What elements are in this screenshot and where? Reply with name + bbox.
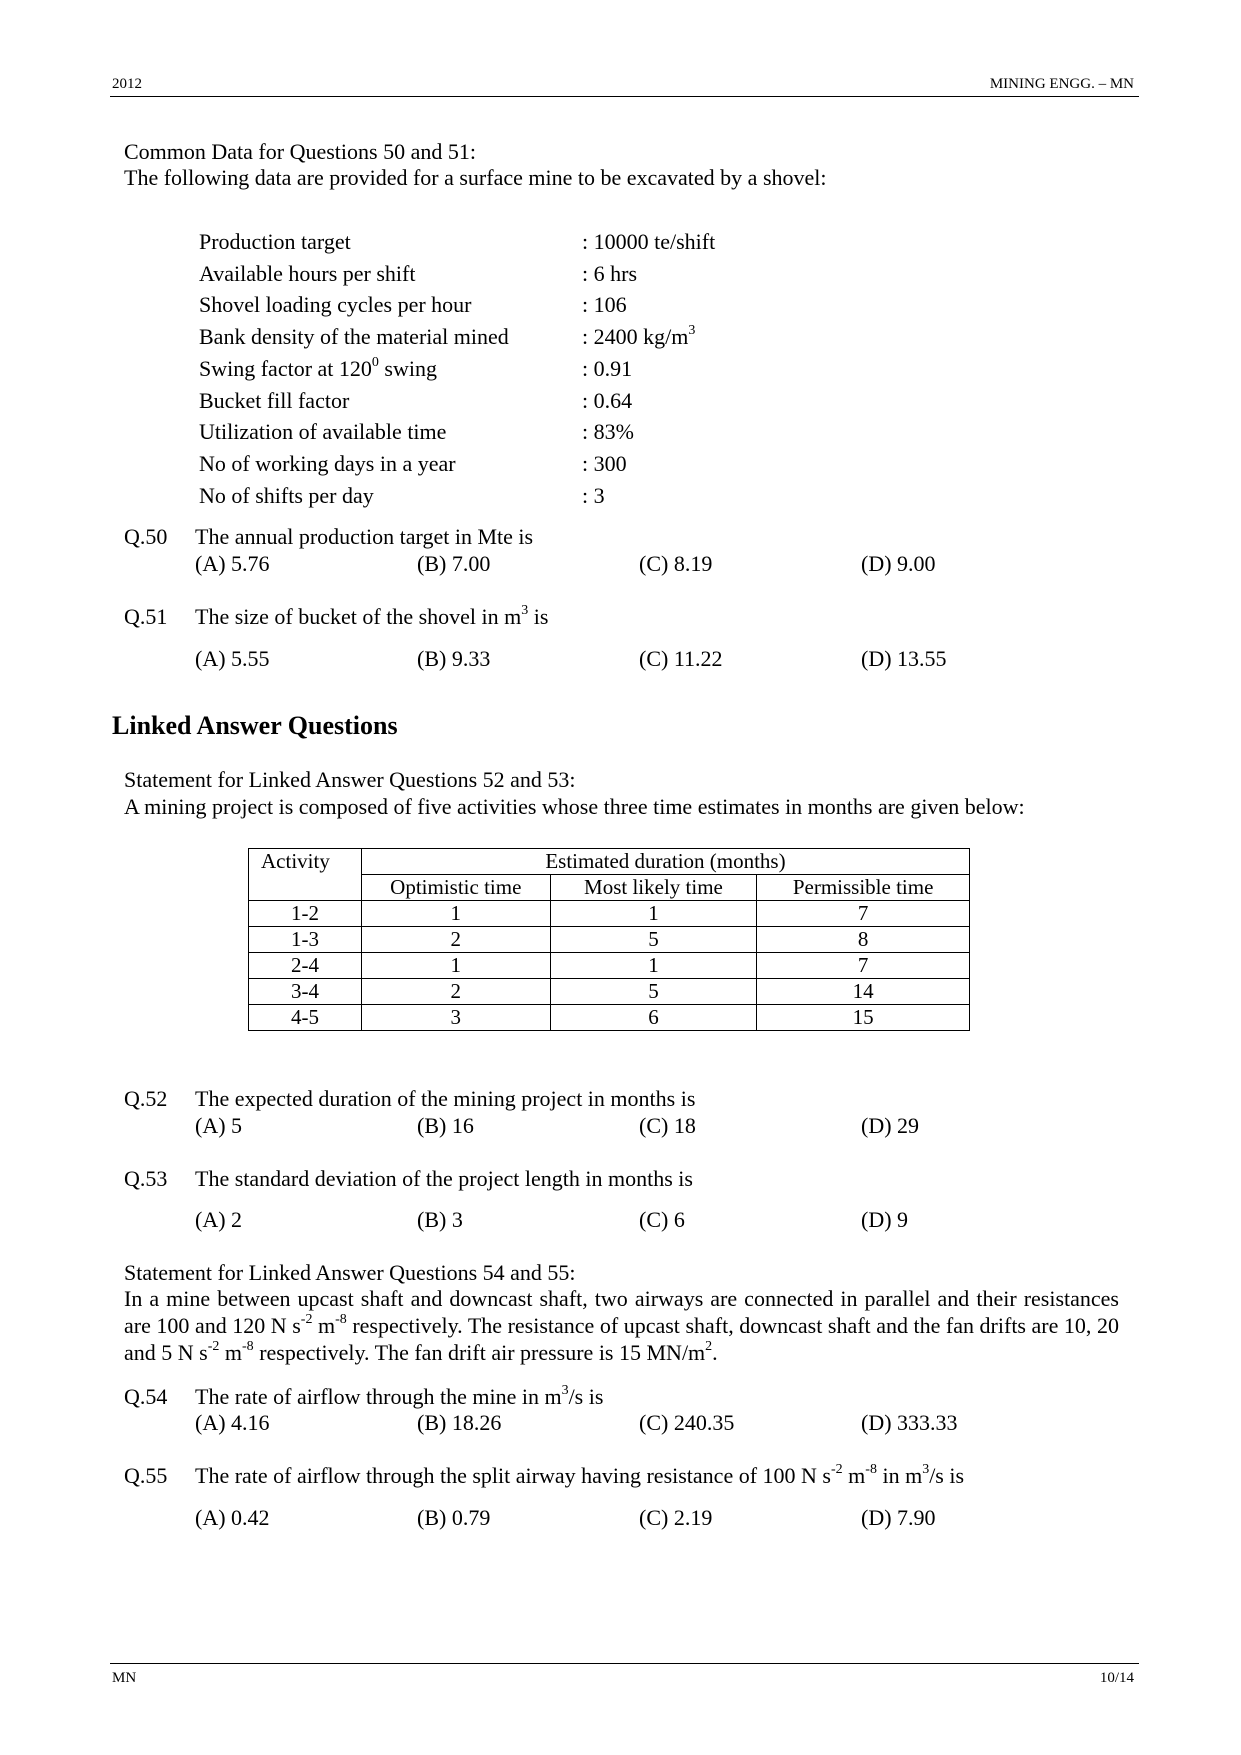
question-text-main: The rate of airflow through the split airway having resistance of 100 N s [195, 1463, 831, 1488]
cell-permissible: 7 [757, 953, 970, 979]
question-sup: -2 [830, 1461, 843, 1477]
data-value: : 300 [582, 451, 627, 476]
table-row [249, 927, 970, 953]
cell-most-likely: 1 [550, 953, 757, 979]
cell-permissible: 14 [757, 979, 970, 1005]
cell-most-likely: 5 [550, 927, 757, 953]
data-value: : 10000 te/shift [582, 229, 716, 254]
common-data-title: Common Data for Questions 50 and 51: [124, 139, 476, 164]
table-row [249, 953, 970, 979]
cell-optimistic: 1 [361, 953, 550, 979]
option-b: (B) 3 [417, 1207, 463, 1232]
statement-part: respectively. The resistance of upcast shaft, downcast shaft and the fan drifts are 10, 20 and 5 N s [124, 1313, 1119, 1365]
data-label: Bank density of the material mined [199, 324, 509, 349]
question-text: The annual production target in Mte is [195, 524, 534, 549]
question-text: The standard deviation of the project length in months is [195, 1166, 693, 1191]
option-c: (C) 11.22 [639, 646, 723, 671]
value-sup: 3 [688, 322, 696, 338]
question-number: Q.54 [124, 1384, 168, 1409]
header-most-likely: Most likely time [550, 875, 757, 901]
data-label: No of shifts per day [199, 483, 374, 508]
data-value: : 0.91 [582, 356, 633, 381]
cell-most-likely: 5 [550, 979, 757, 1005]
label-sup: 0 [371, 354, 379, 370]
table-row [249, 979, 970, 1005]
data-label: Production target [199, 229, 351, 254]
option-a: (A) 2 [195, 1207, 243, 1232]
cell-activity: 1-2 [249, 901, 362, 927]
statement-part: . [712, 1340, 718, 1365]
cell-activity: 1-3 [249, 927, 362, 953]
option-d: (D) 13.55 [861, 646, 947, 671]
cell-optimistic: 1 [361, 901, 550, 927]
value-text: : 2400 kg/m [582, 324, 689, 349]
data-value: : 6 hrs [582, 261, 637, 286]
question-text-main: The rate of airflow through the mine in m [195, 1384, 562, 1409]
header-year: 2012 [112, 76, 142, 92]
data-label: No of working days in a year [199, 451, 456, 476]
data-value: : 0.64 [582, 388, 633, 413]
question-number: Q.52 [124, 1086, 168, 1111]
question-sup: 3 [521, 602, 529, 618]
data-label: Available hours per shift [199, 261, 416, 286]
question-number: Q.55 [124, 1463, 168, 1488]
question-text-part: in m [876, 1463, 923, 1488]
statement-sup: -8 [335, 1311, 347, 1327]
statement-sup: 2 [705, 1338, 713, 1354]
data-value [582, 324, 695, 350]
option-d: (D) 7.90 [861, 1505, 936, 1530]
header-rule [110, 96, 1139, 97]
data-label: Utilization of available time [199, 419, 447, 444]
statement-title: Statement for Linked Answer Questions 52 and 53: [124, 767, 576, 792]
question-text-tail: /s is [568, 1384, 604, 1409]
question-text-tail: is [528, 604, 549, 629]
question-text-tail: /s is [929, 1463, 965, 1488]
question-text: The expected duration of the mining project in months is [195, 1086, 696, 1111]
cell-optimistic: 3 [361, 1005, 550, 1031]
option-a: (A) 0.42 [195, 1505, 270, 1530]
table-header-row [249, 849, 970, 875]
statement-part: respectively. The fan drift air pressure is 15 MN/m [253, 1340, 706, 1365]
option-b: (B) 7.00 [417, 551, 491, 576]
cell-activity: 2-4 [249, 953, 362, 979]
option-b: (B) 16 [417, 1113, 474, 1138]
statement-sup: -8 [242, 1338, 254, 1354]
data-value: : 3 [582, 483, 605, 508]
question-sup: 3 [561, 1382, 569, 1398]
option-d: (D) 29 [861, 1113, 920, 1138]
data-label: Bucket fill factor [199, 388, 350, 413]
question-number: Q.50 [124, 524, 168, 549]
statement-text: A mining project is composed of five activities whose three time estimates in months are given below: [124, 794, 1025, 819]
cell-most-likely: 1 [550, 901, 757, 927]
option-c: (C) 240.35 [639, 1410, 735, 1435]
table-row [249, 1005, 970, 1031]
question-text [195, 1463, 964, 1489]
statement-sup: -2 [300, 1311, 313, 1327]
cell-permissible: 7 [757, 901, 970, 927]
page-number: 10/14 [1099, 1670, 1134, 1686]
question-text-main: The size of bucket of the shovel in m [195, 604, 522, 629]
header-group: Estimated duration (months) [361, 849, 969, 875]
option-a: (A) 5.76 [195, 551, 270, 576]
cell-permissible: 15 [757, 1005, 970, 1031]
header-permissible: Permissible time [757, 875, 970, 901]
statement-part: m [312, 1313, 336, 1338]
option-c: (C) 2.19 [639, 1505, 713, 1530]
question-text-part: m [842, 1463, 866, 1488]
option-d: (D) 9 [861, 1207, 909, 1232]
option-b: (B) 0.79 [417, 1505, 491, 1530]
section-heading: Linked Answer Questions [112, 711, 398, 740]
question-text [195, 1384, 603, 1410]
cell-most-likely: 6 [550, 1005, 757, 1031]
statement-part: In a mine between upcast shaft and downcast shaft, two airways are connected in parallel and their resistances are 100 and 120 N s [124, 1286, 1119, 1338]
option-d: (D) 333.33 [861, 1410, 958, 1435]
question-number: Q.51 [124, 604, 168, 629]
footer-rule [110, 1663, 1139, 1664]
option-b: (B) 9.33 [417, 646, 491, 671]
table-row [249, 901, 970, 927]
cell-permissible: 8 [757, 927, 970, 953]
option-a: (A) 4.16 [195, 1410, 270, 1435]
statement-text [124, 1285, 1119, 1366]
label-tail: swing [378, 356, 437, 381]
header-subject: MINING ENGG. – MN [989, 76, 1134, 92]
cell-optimistic: 2 [361, 979, 550, 1005]
option-c: (C) 8.19 [639, 551, 713, 576]
data-value: : 106 [582, 292, 627, 317]
footer-code: MN [112, 1670, 137, 1686]
cell-activity: 3-4 [249, 979, 362, 1005]
question-sup: 3 [922, 1461, 930, 1477]
cell-optimistic: 2 [361, 927, 550, 953]
activity-table [248, 848, 970, 1031]
cell-activity: 4-5 [249, 1005, 362, 1031]
statement-part: m [219, 1340, 243, 1365]
header-optimistic: Optimistic time [361, 875, 550, 901]
question-number: Q.53 [124, 1166, 168, 1191]
statement-sup: -2 [207, 1338, 220, 1354]
option-a: (A) 5.55 [195, 646, 270, 671]
option-c: (C) 6 [639, 1207, 685, 1232]
common-data-intro: The following data are provided for a surface mine to be excavated by a shovel: [124, 165, 827, 190]
header-activity: Activity [249, 849, 362, 901]
data-value: : 83% [582, 419, 634, 444]
data-label [199, 356, 437, 382]
option-a: (A) 5 [195, 1113, 243, 1138]
option-b: (B) 18.26 [417, 1410, 502, 1435]
data-label: Shovel loading cycles per hour [199, 292, 472, 317]
option-c: (C) 18 [639, 1113, 696, 1138]
label-text: Swing factor at 120 [199, 356, 372, 381]
option-d: (D) 9.00 [861, 551, 936, 576]
question-text [195, 604, 548, 630]
question-sup: -8 [865, 1461, 877, 1477]
statement-title: Statement for Linked Answer Questions 54 and 55: [124, 1260, 576, 1285]
